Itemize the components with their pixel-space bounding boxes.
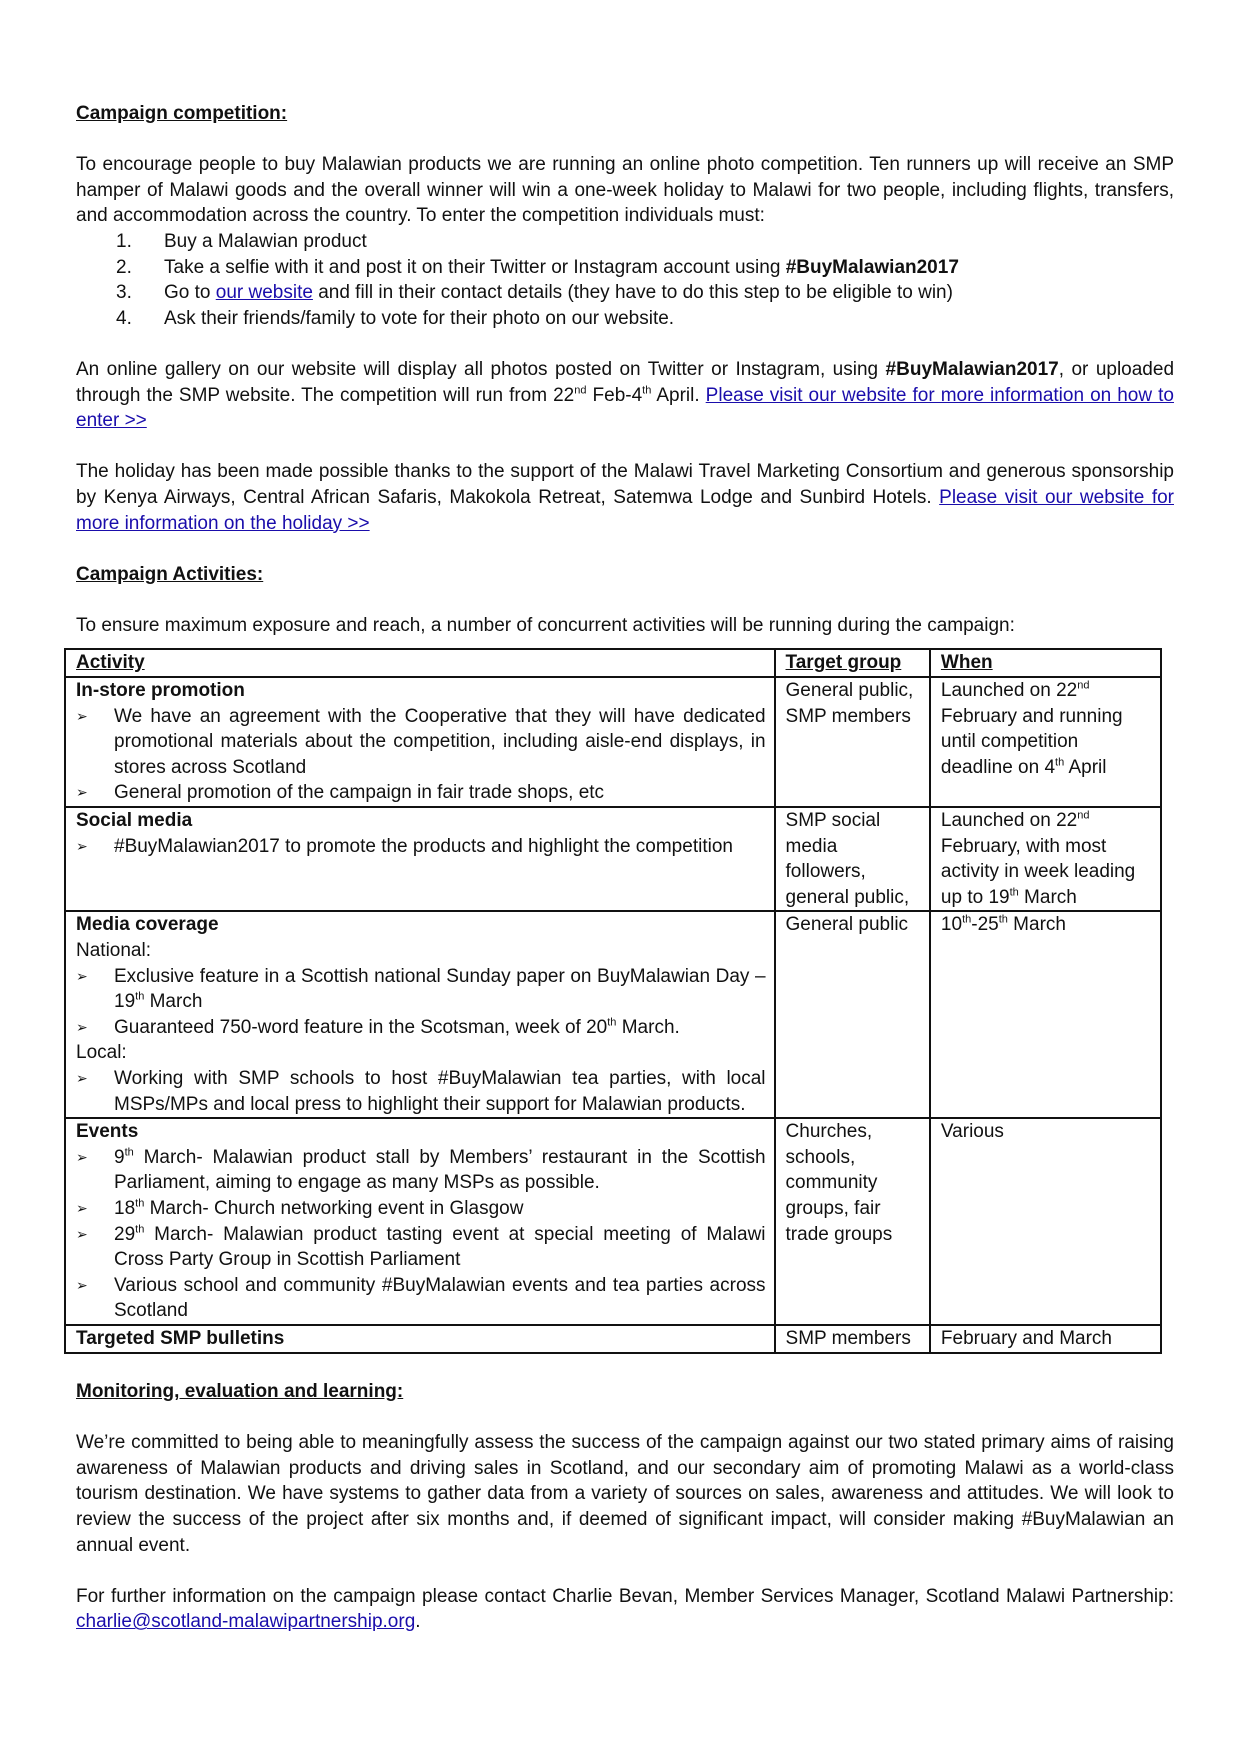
section-heading-competition: Campaign competition: [76, 103, 288, 124]
list-item [76, 280, 1174, 306]
activity-cell: Events ➢ 9th March- Malawian product stall by Members’ restaurant in the Scottish Parliament, aiming to engage as many MSPs as possible. ➢ 18th March- Church networking event in Glasgow ➢ 29th March- Malawian product tasting event at special meeting of Malawi Cross Party Group in Scottish Parliament ➢ Various school and community #BuyMalawian events and tea parties across Scotland [65, 1118, 775, 1325]
activities-intro: To ensure maximum exposure and reach, a number of concurrent activities will be running during the campaign: [76, 614, 1015, 636]
table-row [65, 1118, 1161, 1325]
step-number: 1. [116, 230, 132, 252]
gallery-paragraph: An online gallery on our website will display all photos posted on Twitter or Instagram, using #BuyMalawian2017, or uploaded through the SMP website. The competition will run from 22nd Feb-4th April. Please visit our website for more information on how to enter >> [76, 358, 1175, 432]
step-text: Ask their friends/family to vote for their photo on our website. [164, 307, 675, 329]
target-cell: General public, SMP members [775, 677, 930, 807]
step-text: Buy a Malawian product [164, 230, 367, 252]
table-row [65, 1325, 1161, 1353]
table-header-row [65, 649, 1161, 677]
subheading-national: National: [76, 940, 151, 961]
competition-intro: To encourage people to buy Malawian products we are running an online photo competition. Ten runners up will receive an SMP hamper of Malawi goods and the overall winner will win a one-week holiday to Malawi for two people, including flights, transfers, and accommodation across the country. To enter the competition individuals must: [76, 154, 1174, 227]
hashtag: #BuyMalawian2017 [785, 256, 959, 278]
holiday-paragraph: The holiday has been made possible thanks to the support of the Malawi Travel Marketing Consortium and generous sponsorship by Kenya Airways, Central African Safaris, Makokola Retreat, Satemwa Lodge and Sunbird Hotels. Please visit our website for more information on the holiday >> [76, 461, 1174, 534]
when-cell: Launched on 22nd February and running until competition deadline on 4th April [930, 677, 1161, 807]
activity-cell [65, 1325, 775, 1353]
when-cell: February and March [930, 1325, 1161, 1353]
contact-email-link[interactable]: charlie@scotland-malawipartnership.org [76, 1611, 416, 1633]
arrowhead-bullet-icon: ➢ [76, 1148, 88, 1165]
arrowhead-bullet-icon: ➢ [76, 837, 88, 854]
subheading-local: Local: [76, 1042, 127, 1064]
arrowhead-bullet-icon: ➢ [76, 1225, 88, 1242]
when-cell: Launched on 22nd February, with most activity in week leading up to 19th March [930, 807, 1161, 911]
activity-title: Targeted SMP bulletins [76, 1327, 285, 1349]
list-item [76, 255, 1174, 281]
arrowhead-bullet-icon: ➢ [76, 1069, 88, 1086]
section-heading-activities: Campaign Activities: [76, 563, 264, 585]
when-cell: Various [930, 1118, 1161, 1325]
section-heading-monitoring: Monitoring, evaluation and learning: [76, 1381, 404, 1403]
table-row [65, 677, 1161, 807]
activity-cell: Social media ➢ #BuyMalawian2017 to promote the products and highlight the competition [65, 807, 775, 911]
activity-title: In-store promotion [76, 680, 245, 702]
step-number: 3. [116, 282, 132, 304]
arrowhead-bullet-icon: ➢ [76, 967, 88, 984]
step-number: 2. [116, 256, 132, 278]
arrowhead-bullet-icon: ➢ [76, 1276, 88, 1293]
target-cell: General public [775, 911, 930, 1118]
arrowhead-bullet-icon: ➢ [76, 784, 88, 801]
target-cell: SMP social media followers, general public, [775, 807, 930, 911]
list-item [76, 229, 1174, 255]
list-item [76, 306, 1174, 332]
arrowhead-bullet-icon: ➢ [76, 1199, 88, 1216]
step-text: Go to our website and fill in their contact details (they have to do this step to be eligible to win) [164, 282, 953, 304]
header-when: When [930, 649, 1161, 677]
activity-title: Events [76, 1121, 139, 1143]
table-row [65, 807, 1161, 911]
when-cell: 10th-25th March [930, 911, 1161, 1118]
contact-paragraph: For further information on the campaign please contact Charlie Bevan, Member Services Manager, Scotland Malawi Partnership: charlie@scotland-malawipartnership.org. [76, 1585, 1174, 1633]
activities-table [64, 648, 1162, 1353]
document-body [76, 101, 1174, 1635]
monitoring-paragraph: We’re committed to being able to meaningfully assess the success of the campaign against our two stated primary aims of raising awareness of Malawian products and driving sales in Scotland, and our secondary aim of promoting Malawi as a world-class tourism destination. We have systems to gather data from a variety of sources on sales, awareness and attitudes. We will look to review the success of the project after six months and, if deemed of significant impact, will consider making #BuyMalawian an annual event. [76, 1432, 1174, 1556]
how-to-enter-link[interactable]: Please visit our website for more information on how to enter >> [76, 384, 1174, 432]
arrowhead-bullet-icon: ➢ [76, 1018, 88, 1035]
hashtag: #BuyMalawian2017 [885, 358, 1059, 380]
activity-cell: In-store promotion ➢ We have an agreement with the Cooperative that they will have dedicated promotional materials about the competition, including aisle-end displays, in stores across Scotland ➢ General promotion of the campaign in fair trade shops, etc [65, 677, 775, 807]
step-text: Take a selfie with it and post it on their Twitter or Instagram account using #BuyMalawian2017 [164, 256, 959, 278]
entry-steps-list [76, 229, 1174, 331]
target-cell: Churches, schools, community groups, fair trade groups [775, 1118, 930, 1325]
target-cell: SMP members [775, 1325, 930, 1353]
step-number: 4. [116, 307, 132, 329]
activity-title: Social media [76, 810, 193, 832]
our-website-link[interactable]: our website [215, 282, 313, 304]
table-row [65, 911, 1161, 1118]
header-target-group: Target group [775, 649, 930, 677]
activity-title: Media coverage [76, 914, 219, 936]
holiday-info-link[interactable]: Please visit our website for more information on the holiday >> [76, 486, 1174, 534]
arrowhead-bullet-icon: ➢ [76, 707, 88, 724]
header-activity: Activity [65, 649, 775, 677]
activity-cell: Media coverage National: ➢ Exclusive feature in a Scottish national Sunday paper on BuyMalawian Day – 19th March ➢ Guaranteed 750-word feature in the Scotsman, week of 20th March. Local: ➢ Working with SMP schools to host #BuyMalawian tea parties, with local MSPs/MPs and local press to highlight their support for Malawian products. [65, 911, 775, 1118]
